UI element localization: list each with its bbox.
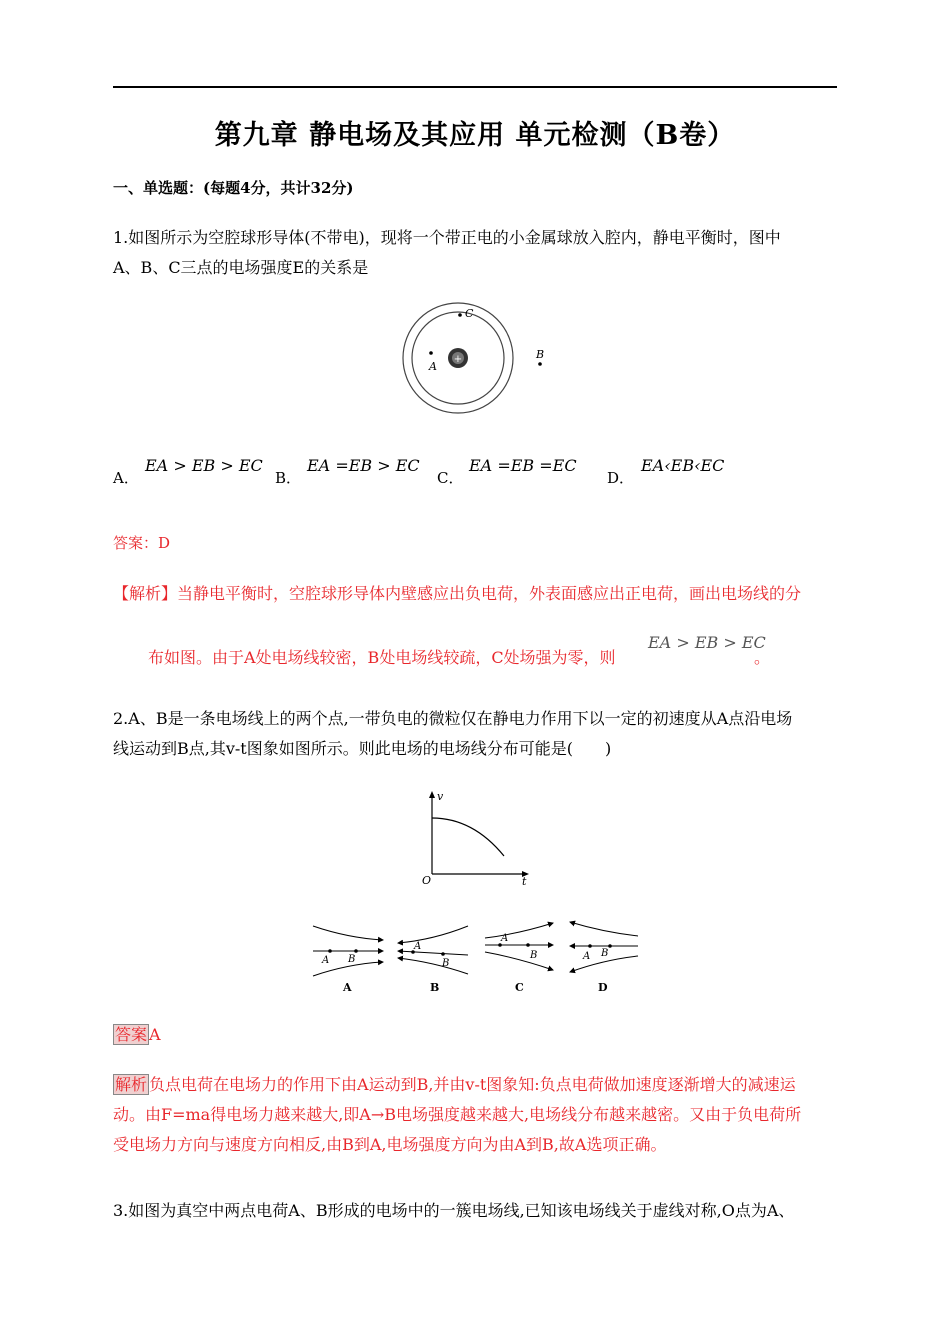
q1-option-b: EA =EB > EC: [307, 456, 420, 475]
q1-analysis-line1: 【解析】当静电平衡时，空腔球形导体内壁感应出负电荷，外表面感应出正电荷，画出电场线的分: [113, 584, 802, 603]
q1-option-c-label: C．: [437, 469, 464, 487]
q3-stem: 3.如图为真空中两点电荷A、B形成的电场中的一簇电场线,已知该电场线关于虚线对称,O点为A、: [113, 1201, 795, 1220]
q1-stem: [113, 223, 839, 283]
q2-analysis-line3: 受电场力方向与速度方向相反,由B到A,电场强度方向为由A到B,故A选项正确。: [113, 1135, 667, 1154]
q1-option-c: EA =EB =EC: [469, 456, 577, 475]
fb-letter: B: [430, 981, 440, 994]
q1-analysis-line2: 布如图。由于A处电场线较密，B处电场线较疏，C处场强为零，则: [148, 648, 616, 667]
q2-analysis-tag: 解析: [115, 1075, 148, 1094]
q1-line1: 1.如图所示为空腔球形导体(不带电)，现将一个带正电的小金属球放入腔内，静电平衡时，图中: [113, 228, 781, 247]
q2-analysis: [113, 1070, 839, 1160]
field-option-d: [570, 922, 638, 994]
field-option-c: [485, 923, 553, 994]
fc-a: A: [501, 933, 509, 944]
q1-option-a: EA > EB > EC: [145, 456, 263, 475]
fc-letter: C: [515, 981, 524, 994]
q1-option-b-label: B．: [275, 469, 302, 487]
q1-option-d-label: D．: [607, 469, 635, 487]
q1-answer: 答案：D: [113, 534, 171, 552]
graph-o-label: O: [422, 874, 432, 887]
section-heading: 一、单选题：(每题4分，共计32分): [113, 179, 354, 197]
q1-analysis-expr: EA > EB > EC: [648, 633, 766, 652]
graph-v-label: v: [437, 790, 444, 803]
q2-answer: [113, 1022, 161, 1045]
graph-t-label: t: [522, 875, 527, 888]
fb-a: A: [414, 941, 422, 952]
q2-stem: [113, 704, 839, 764]
q1-option-a-label: A．: [113, 469, 139, 487]
q2-answer-tag: 答案: [115, 1025, 148, 1044]
q2-vt-graph: [418, 788, 538, 888]
q1-line2: A、B、C三点的电场强度E的关系是: [113, 258, 369, 277]
fa-a: A: [322, 955, 330, 966]
q2-analysis-line2: 动。由F=ma得电场力越来越大,即A→B电场强度越来越大,电场线分布越来越密。又由于负电荷所: [113, 1105, 802, 1124]
q2-answer-value: A: [149, 1025, 161, 1044]
page-title: 第九章 静电场及其应用 单元检测（B卷）: [214, 120, 736, 151]
q2-analysis-line1: 负点电荷在电场力的作用下由A运动到B,并由v-t图象知:负点电荷做加速度逐渐增大的减速运: [149, 1075, 796, 1094]
q1-analysis-end: 。: [754, 648, 771, 667]
field-option-a: [313, 926, 383, 994]
q1-figure: [395, 298, 555, 418]
fd-b: B: [601, 948, 609, 959]
fd-a: A: [583, 951, 591, 962]
q1-label-a: A: [429, 360, 437, 373]
plus-sign: +: [453, 354, 463, 365]
top-rule: [113, 86, 837, 88]
q1-label-b: B: [536, 348, 545, 361]
q2-field-options: [308, 918, 648, 998]
fd-letter: D: [598, 981, 608, 994]
q2-line2: 线运动到B点,其v-t图象如图所示。则此电场的电场线分布可能是( ): [113, 739, 612, 758]
fb-b: B: [442, 958, 450, 969]
q1-option-d: EA‹EB‹EC: [641, 456, 725, 475]
q1-label-c: C: [465, 307, 474, 320]
fa-letter: A: [343, 981, 352, 994]
q2-line1: 2.A、B是一条电场线上的两个点,一带负电的微粒仅在静电力作用下以一定的初速度从A点沿电场: [113, 709, 793, 728]
fa-b: B: [348, 954, 356, 965]
fc-b: B: [530, 950, 538, 961]
field-option-b: [398, 926, 468, 994]
